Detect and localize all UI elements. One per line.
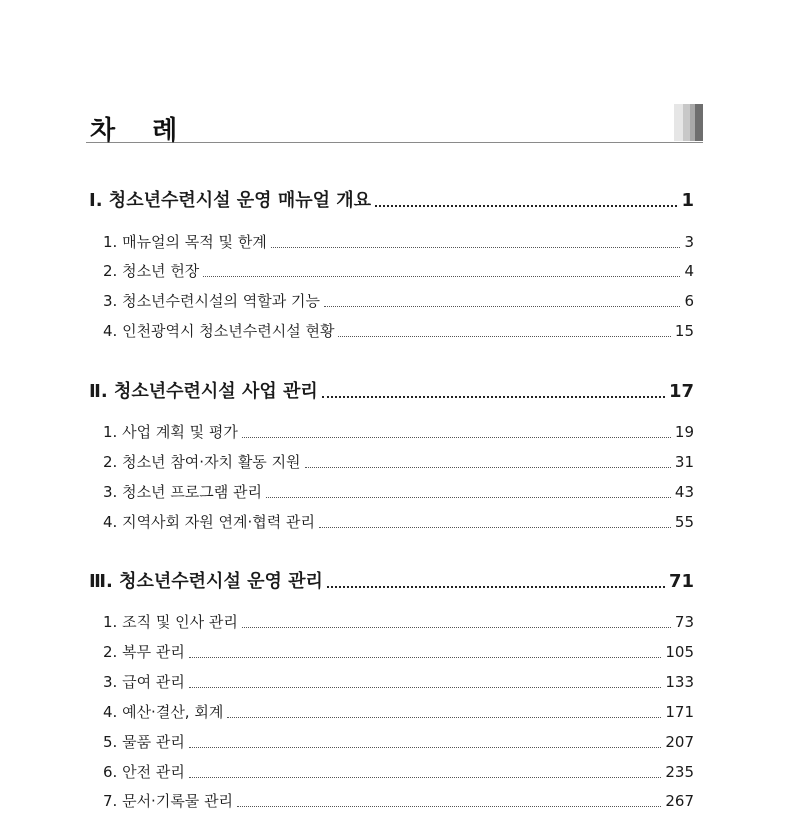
section-title: Ⅱ. 청소년수련시설 사업 관리 xyxy=(89,381,318,402)
toc-section-2[interactable] xyxy=(89,377,694,403)
toc-entry[interactable] xyxy=(103,701,694,722)
toc-header xyxy=(86,104,703,146)
dot-leader xyxy=(305,463,671,468)
dot-leader xyxy=(203,272,680,277)
section-title: Ⅰ. 청소년수련시설 운영 매뉴얼 개요 xyxy=(89,190,372,211)
header-decoration-bar xyxy=(683,104,690,141)
toc-entry[interactable] xyxy=(103,671,694,692)
dot-leader xyxy=(375,201,677,207)
dot-leader xyxy=(319,523,671,528)
page-number: 6 xyxy=(684,292,694,310)
page-title: 차 례 xyxy=(90,116,192,146)
toc-entry[interactable] xyxy=(103,511,694,532)
page-number: 267 xyxy=(665,792,694,810)
dot-leader xyxy=(327,582,665,588)
dot-leader xyxy=(227,713,661,718)
toc-section-3[interactable] xyxy=(89,567,694,593)
page-number: 4 xyxy=(684,262,694,280)
dot-leader xyxy=(237,802,661,807)
page-number: 31 xyxy=(674,453,694,471)
entry-title: 5. 물품 관리 xyxy=(103,733,185,751)
page-number: 55 xyxy=(674,513,694,531)
page-number: 1 xyxy=(681,190,694,211)
dot-leader xyxy=(338,332,670,337)
toc-entry[interactable] xyxy=(103,421,694,442)
page-number: 235 xyxy=(665,763,694,781)
page-number: 19 xyxy=(674,423,694,441)
entry-title: 6. 안전 관리 xyxy=(103,763,185,781)
page-number: 105 xyxy=(665,643,694,661)
entry-title: 1. 조직 및 인사 관리 xyxy=(103,613,238,631)
toc-entry[interactable] xyxy=(103,641,694,662)
entry-title: 7. 문서·기록물 관리 xyxy=(103,792,234,810)
dot-leader xyxy=(242,433,671,438)
page-number: 71 xyxy=(668,571,694,592)
dot-leader xyxy=(189,743,662,748)
entry-title: 1. 사업 계획 및 평가 xyxy=(103,423,238,441)
toc-entry[interactable] xyxy=(103,731,694,752)
dot-leader xyxy=(189,773,662,778)
dot-leader xyxy=(189,683,662,688)
entry-title: 4. 인천광역시 청소년수련시설 현황 xyxy=(103,322,335,340)
entry-title: 1. 매뉴얼의 목적 및 한계 xyxy=(103,233,267,251)
entry-title: 3. 청소년 프로그램 관리 xyxy=(103,483,263,501)
toc-entry[interactable] xyxy=(103,320,694,341)
page-number: 43 xyxy=(674,483,694,501)
page-number: 15 xyxy=(674,322,694,340)
toc-entry[interactable] xyxy=(103,260,694,281)
dot-leader xyxy=(271,243,681,248)
dot-leader xyxy=(266,493,671,498)
entry-title: 2. 복무 관리 xyxy=(103,643,185,661)
page-number: 73 xyxy=(674,613,694,631)
page-number: 133 xyxy=(665,673,694,691)
page-number: 3 xyxy=(684,233,694,251)
toc-entry[interactable] xyxy=(103,481,694,502)
entry-title: 4. 예산·결산, 회계 xyxy=(103,703,224,721)
toc-entry[interactable] xyxy=(103,231,694,252)
entry-title: 4. 지역사회 자원 연계·협력 관리 xyxy=(103,513,316,531)
entry-title: 2. 청소년 헌장 xyxy=(103,262,200,280)
header-decoration-bar xyxy=(695,104,703,141)
entry-title: 3. 청소년수련시설의 역할과 기능 xyxy=(103,292,320,310)
dot-leader xyxy=(189,653,662,658)
page-number: 17 xyxy=(668,381,694,402)
header-decoration-bar xyxy=(674,104,683,141)
toc-entry[interactable] xyxy=(103,290,694,311)
section-title: Ⅲ. 청소년수련시설 운영 관리 xyxy=(89,571,323,592)
entry-title: 3. 급여 관리 xyxy=(103,673,185,691)
page-number: 171 xyxy=(665,703,694,721)
dot-leader xyxy=(242,623,671,628)
toc-entry[interactable] xyxy=(103,761,694,782)
toc-entry[interactable] xyxy=(103,611,694,632)
page-number: 207 xyxy=(665,733,694,751)
dot-leader xyxy=(324,302,680,307)
toc-entry[interactable] xyxy=(103,790,694,811)
toc-entry[interactable] xyxy=(103,451,694,472)
dot-leader xyxy=(322,392,665,398)
entry-title: 2. 청소년 참여·자치 활동 지원 xyxy=(103,453,301,471)
toc-section-1[interactable] xyxy=(89,186,694,212)
